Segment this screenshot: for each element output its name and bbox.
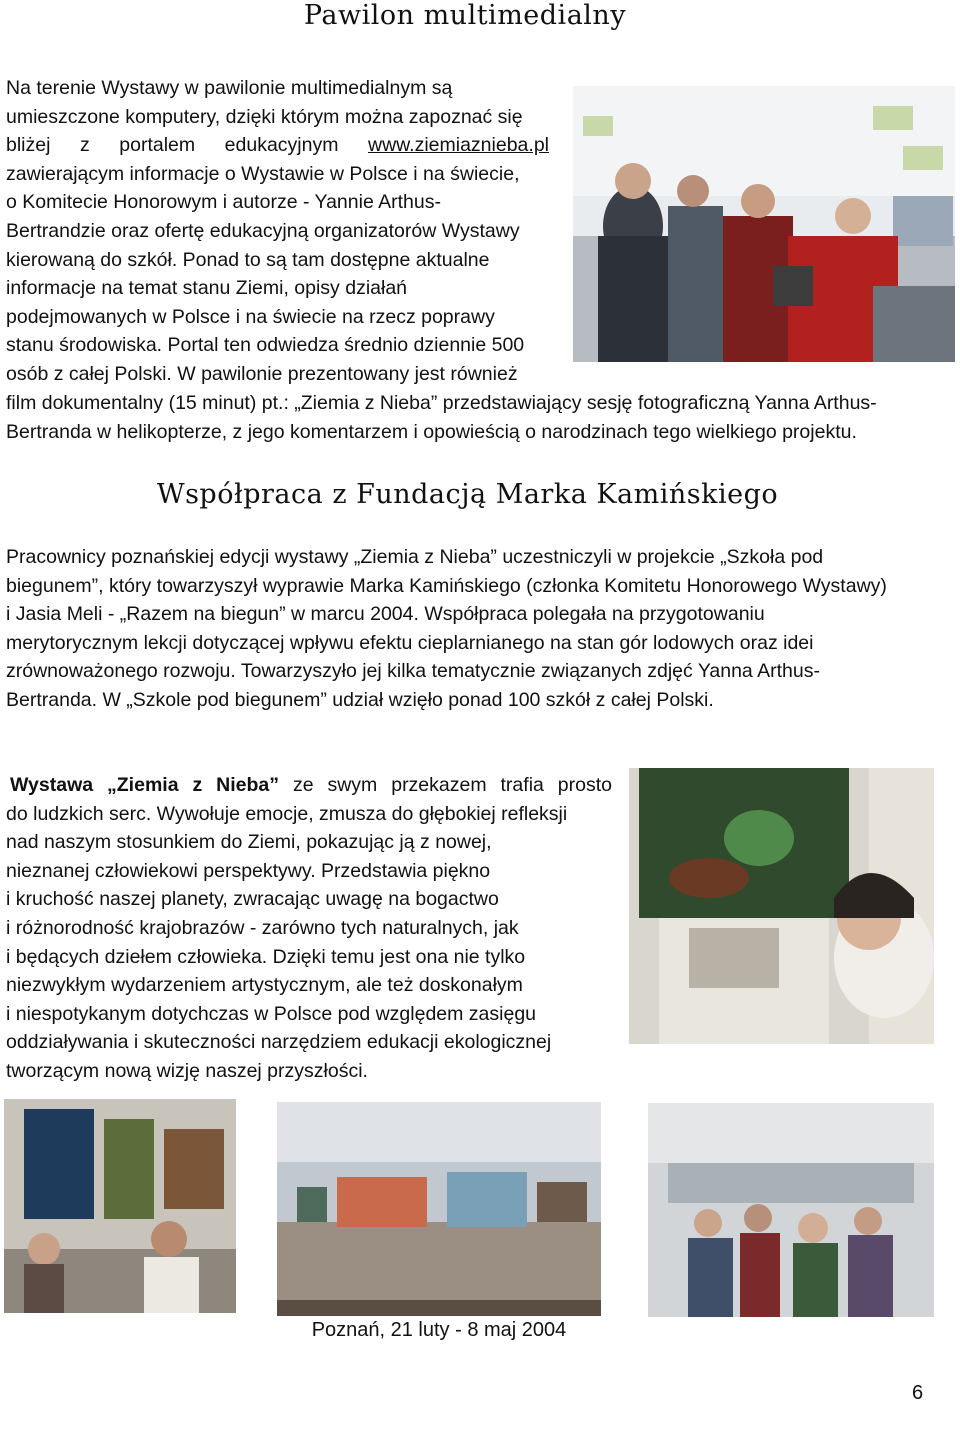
text-line: kierowaną do szkół. Ponad to są tam dostępne aktualne bbox=[6, 248, 490, 271]
text-line: biegunem”, który towarzyszył wyprawie Marka Kamińskiego (członka Komitetu Honorowego Wystawy) bbox=[6, 574, 887, 597]
photo-visitor-viewing-exhibit bbox=[629, 768, 934, 1044]
text-line: Bertranda w helikopterze, z jego komentarzem i opowieścią o narodzinach tego wielkiego projektu. bbox=[6, 420, 857, 443]
exhibition-paragraph bbox=[6, 771, 612, 1086]
portal-link[interactable]: www.ziemiaznieba.pl bbox=[368, 134, 549, 157]
photo-caption: Poznań, 21 luty - 8 maj 2004 bbox=[311, 1319, 567, 1341]
text-line: podejmowanych w Polsce i na świecie na rzecz poprawy bbox=[6, 305, 495, 328]
text-line: osób z całej Polski. W pawilonie prezentowany jest również bbox=[6, 362, 518, 385]
text-line-lead: Wystawa „Ziemia z Nieba” ze swym przekazem trafia prosto bbox=[10, 774, 612, 796]
photo-crowd-at-exhibition bbox=[648, 1103, 934, 1317]
section-title-cooperation: Współpraca z Fundacją Marka Kamińskiego bbox=[156, 479, 779, 510]
page-number: 6 bbox=[912, 1382, 924, 1404]
text-line: zawierającym informacje o Wystawie w Polsce i na świecie, bbox=[6, 162, 520, 185]
text-line: i niespotykanym dotychczas w Polsce pod względem zasięgu bbox=[6, 1002, 537, 1025]
text-line: o Komitecie Honorowym i autorze - Yannie Arthus- bbox=[6, 191, 441, 214]
text-line: i kruchość naszej planety, zwracając uwagę na bogactwo bbox=[6, 888, 499, 911]
text-line: nieznanej człowiekowi perspektywy. Przedstawia piękno bbox=[6, 859, 491, 882]
text-line: film dokumentalny (15 minut) pt.: „Ziemia z Nieba” przedstawiający sesję fotograficzną Yanna Arthus- bbox=[6, 392, 877, 414]
text-line: do ludzkich serc. Wywołuje emocje, zmusza do głębokiej refleksji bbox=[6, 802, 568, 825]
text-line: i różnorodność krajobrazów - zarówno tych naturalnych, jak bbox=[6, 916, 519, 939]
text-line: oddziaływania i skuteczności narzędziem edukacji ekologicznej bbox=[6, 1031, 552, 1054]
exhibition-title-bold: Wystawa „Ziemia z Nieba” bbox=[10, 774, 280, 796]
cooperation-paragraph bbox=[6, 543, 932, 715]
text-line: stanu środowiska. Portal ten odwiedza średnio dziennie 500 bbox=[6, 334, 525, 357]
text-line: merytorycznym lekcji dotyczącej wpływu efektu cieplarnianego na stan gór lodowych oraz idei bbox=[6, 631, 814, 654]
photo-visitors-gallery-left bbox=[4, 1099, 236, 1313]
pavilion-paragraph-continued bbox=[6, 389, 932, 446]
text-line-with-link: bliżej z portalem edukacyjnym www.ziemiaznieba.pl bbox=[6, 134, 549, 157]
section-title-pavilion: Pawilon multimedialny bbox=[303, 0, 627, 31]
text-line: informacje na temat stanu Ziemi, opisy działań bbox=[6, 277, 408, 300]
text-line: Pracownicy poznańskiej edycji wystawy „Ziemia z Nieba” uczestniczyli w projekcie „Szkoła pod bbox=[6, 546, 824, 568]
text-line: Bertrandzie oraz ofertę edukacyjną organizatorów Wystawy bbox=[6, 219, 520, 242]
text-line: Na terenie Wystawy w pawilonie multimedialnym są bbox=[6, 77, 453, 99]
text-line: nad naszym stosunkiem do Ziemi, pokazując ją z nowej, bbox=[6, 831, 492, 854]
text-line: Bertranda. W „Szkole pod biegunem” udział wzięło ponad 100 szkół z całej Polski. bbox=[6, 688, 714, 711]
photo-exhibition-hall bbox=[277, 1102, 601, 1316]
text-line: i Jasia Meli - „Razem na biegun” w marcu 2004. Współpraca polegała na przygotowaniu bbox=[6, 603, 765, 626]
text-line: tworzącym nową wizję naszej przyszłości. bbox=[6, 1059, 368, 1082]
pavilion-paragraph bbox=[6, 74, 549, 389]
text-line: umieszczone komputery, dzięki którym można zapoznać się bbox=[6, 105, 523, 128]
text-line: i będących dziełem człowieka. Dzięki temu jest ona nie tylko bbox=[6, 945, 526, 968]
photo-children-at-computers bbox=[573, 86, 955, 362]
text-line: zrównoważonego rozwoju. Towarzyszyło jej kilka tematycznie związanych zdjęć Yanna Arthus- bbox=[6, 660, 820, 683]
text-line: niezwykłym wydarzeniem artystycznym, ale też doskonałym bbox=[6, 974, 523, 997]
